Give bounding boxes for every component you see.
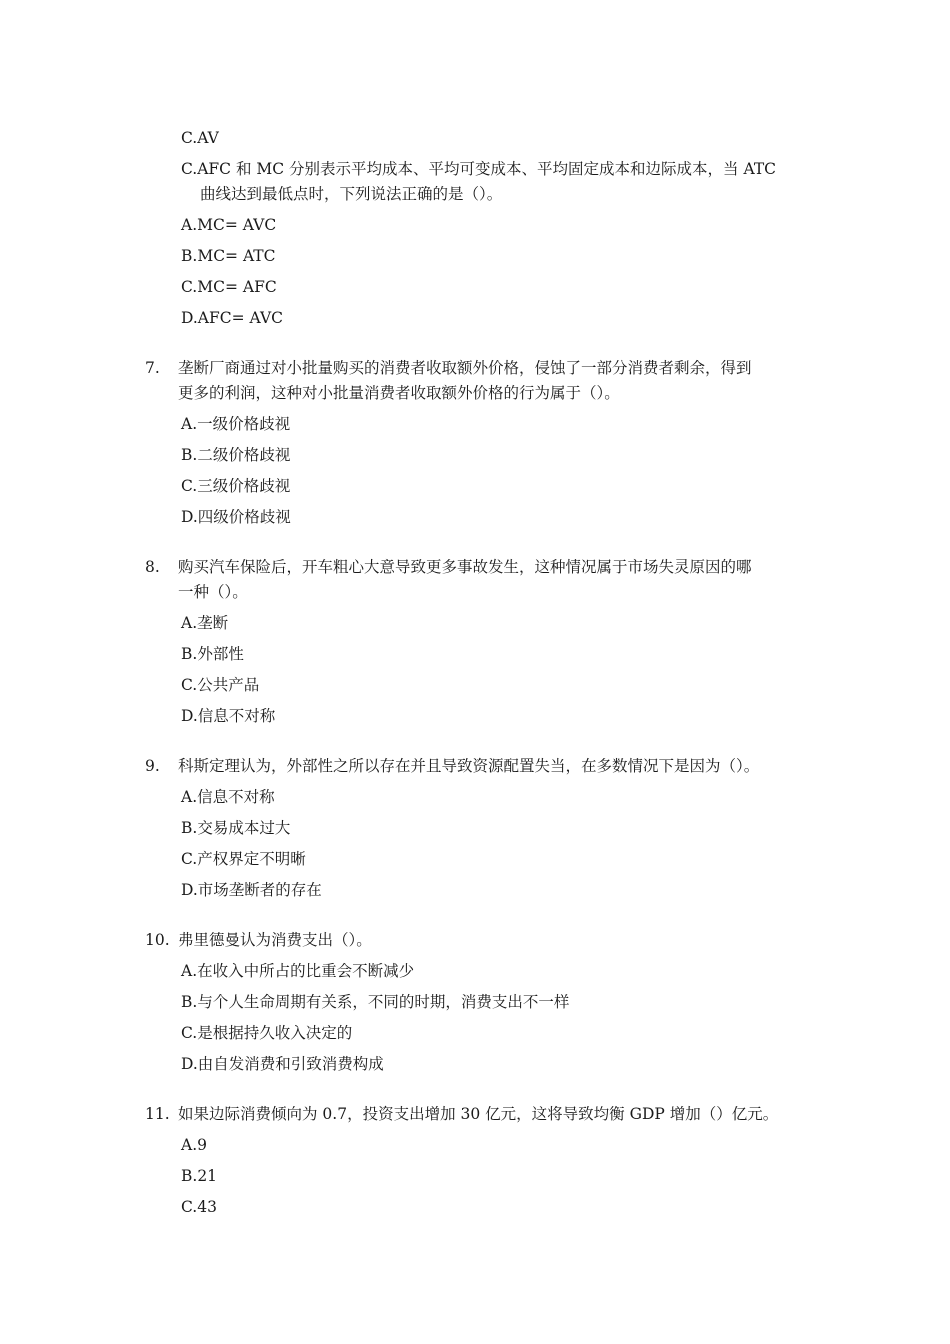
- question-stem-line: 曲线达到最低点时，下列说法正确的是（）。: [200, 185, 503, 203]
- question-number: 8.: [145, 558, 160, 576]
- option-c-prev: C.AV: [181, 129, 219, 147]
- question-stem-line: C.AFC 和 MC 分别表示平均成本、平均可变成本、平均固定成本和边际成本，当 ATC: [181, 160, 777, 178]
- question-number: 9.: [145, 757, 160, 775]
- question-text: 如果边际消费倾向为 0.7，投资支出增加 30 亿元，这将导致均衡 GDP 增加（）亿元。: [178, 1105, 779, 1123]
- question-text: 弗里德曼认为消费支出（）。: [178, 931, 372, 949]
- option-b: B.二级价格歧视: [181, 446, 291, 464]
- option-a: A.信息不对称: [181, 788, 275, 806]
- option-d: D.市场垄断者的存在: [181, 881, 322, 899]
- option-b: B.与个人生命周期有关系，不同的时期，消费支出不一样: [181, 993, 570, 1011]
- option-a: A.9: [181, 1136, 207, 1154]
- option-d: D.AFC= AVC: [181, 309, 283, 327]
- option-a: A.一级价格歧视: [181, 415, 291, 433]
- option-b: B.交易成本过大: [181, 819, 291, 837]
- option-b: B.MC= ATC: [181, 247, 276, 265]
- option-a: A.在收入中所占的比重会不断减少: [181, 962, 415, 980]
- question-text: 更多的利润，这种对小批量消费者收取额外价格的行为属于（）。: [178, 384, 620, 402]
- question-text: 购买汽车保险后，开车粗心大意导致更多事故发生，这种情况属于市场失灵原因的哪: [178, 558, 752, 576]
- question-text: 科斯定理认为，外部性之所以存在并且导致资源配置失当，在多数情况下是因为（）。: [178, 757, 760, 775]
- option-c: C.产权界定不明晰: [181, 850, 306, 868]
- option-d: D.四级价格歧视: [181, 508, 291, 526]
- option-c: C.43: [181, 1198, 217, 1216]
- option-a: A.MC= AVC: [181, 216, 277, 234]
- option-d: D.信息不对称: [181, 707, 276, 725]
- option-c: C.三级价格歧视: [181, 477, 291, 495]
- option-b: B.21: [181, 1167, 218, 1185]
- question-text: 一种（）。: [178, 583, 248, 601]
- question-text: 垄断厂商通过对小批量购买的消费者收取额外价格，侵蚀了一部分消费者剩余，得到: [178, 359, 752, 377]
- option-c: C.是根据持久收入决定的: [181, 1024, 353, 1042]
- option-d: D.由自发消费和引致消费构成: [181, 1055, 384, 1073]
- option-c: C.公共产品: [181, 676, 260, 694]
- option-a: A.垄断: [181, 614, 229, 632]
- option-b: B.外部性: [181, 645, 244, 663]
- question-number: 10.: [145, 931, 170, 949]
- question-number: 7.: [145, 359, 160, 377]
- question-number: 11.: [145, 1105, 170, 1123]
- option-c: C.MC= AFC: [181, 278, 277, 296]
